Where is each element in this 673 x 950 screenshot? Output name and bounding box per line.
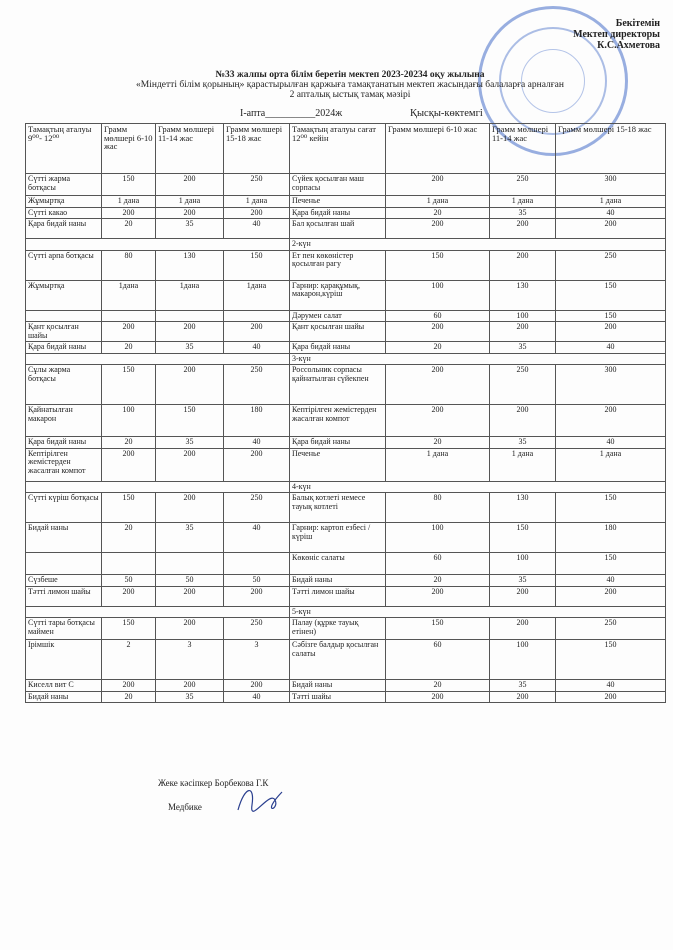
gram-cell: 130 — [490, 280, 556, 310]
morning-dish: Қара бидай наны — [26, 219, 102, 239]
gram-cell: 150 — [490, 523, 556, 553]
footer-entrepreneur: Жеке кәсіпкер Борбекова Г.К — [158, 778, 269, 788]
afternoon-dish: Қара бидай наны — [290, 342, 386, 354]
gram-cell: 200 — [386, 405, 490, 437]
morning-dish: Тәтті лимон шайы — [26, 586, 102, 606]
gram-cell: 40 — [556, 207, 666, 219]
gram-cell: 200 — [490, 322, 556, 342]
table-row — [26, 553, 666, 575]
day-label: 4-күн — [290, 481, 666, 493]
gram-cell: 200 — [386, 691, 490, 703]
document-header — [40, 70, 660, 100]
gram-cell: 35 — [156, 219, 224, 239]
day-row — [26, 239, 666, 251]
gram-cell: 250 — [490, 365, 556, 405]
gram-cell: 100 — [490, 553, 556, 575]
table-row — [26, 640, 666, 680]
gram-cell: 200 — [556, 405, 666, 437]
morning-dish: Сұлы жарма ботқасы — [26, 365, 102, 405]
gram-cell: 50 — [156, 575, 224, 587]
gram-cell: 35 — [156, 342, 224, 354]
morning-dish: Сүтті какао — [26, 207, 102, 219]
gram-cell: 20 — [386, 575, 490, 587]
afternoon-dish: Бал қосылған шай — [290, 219, 386, 239]
table-row — [26, 405, 666, 437]
afternoon-dish: Ет пен көкөністер қосылған рагу — [290, 250, 386, 280]
gram-cell: 35 — [490, 680, 556, 692]
gram-cell: 40 — [224, 219, 290, 239]
morning-dish: Сүтті арпа ботқасы — [26, 250, 102, 280]
gram-cell: 200 — [224, 322, 290, 342]
gram-cell: 150 — [386, 618, 490, 640]
morning-dish: Қара бидай наны — [26, 342, 102, 354]
gram-cell: 200 — [156, 680, 224, 692]
gram-cell: 200 — [156, 618, 224, 640]
gram-cell: 35 — [490, 575, 556, 587]
gram-cell: 130 — [490, 493, 556, 523]
gram-cell — [102, 310, 156, 322]
afternoon-dish: Тәтті шайы — [290, 691, 386, 703]
morning-dish: Сүзбеше — [26, 575, 102, 587]
afternoon-dish: Печенье — [290, 196, 386, 208]
gram-cell: 20 — [102, 219, 156, 239]
gram-cell: 200 — [102, 680, 156, 692]
afternoon-dish: Тәтті лимон шайы — [290, 586, 386, 606]
gram-cell: 200 — [224, 680, 290, 692]
gram-cell: 200 — [556, 219, 666, 239]
gram-cell: 40 — [556, 680, 666, 692]
gram-cell: 200 — [102, 322, 156, 342]
gram-cell: 200 — [156, 493, 224, 523]
gram-cell: 1 дана — [556, 196, 666, 208]
afternoon-dish: Көкөніс салаты — [290, 553, 386, 575]
gram-cell: 40 — [224, 691, 290, 703]
gram-cell: 80 — [102, 250, 156, 280]
table-row — [26, 174, 666, 196]
table-row — [26, 196, 666, 208]
afternoon-dish: Гарнир: картоп езбесі /күріш — [290, 523, 386, 553]
gram-cell: 200 — [102, 207, 156, 219]
gram-cell: 200 — [490, 405, 556, 437]
gram-cell: 150 — [102, 618, 156, 640]
gram-cell: 200 — [156, 586, 224, 606]
gram-cell: 200 — [156, 322, 224, 342]
approval-line-3: К.С.Ахметова — [597, 40, 660, 51]
gram-cell: 35 — [156, 691, 224, 703]
gram-cell: 200 — [102, 448, 156, 481]
table-header-row — [26, 124, 666, 174]
gram-cell: 20 — [386, 437, 490, 449]
day-row — [26, 606, 666, 618]
table-row — [26, 322, 666, 342]
season-label: Қысқы-көктемгі — [410, 108, 483, 119]
signature-mark — [230, 780, 290, 820]
title-line-1: №33 жалпы орта білім беретін мектеп 2023-20234 оқу жылына — [215, 70, 485, 80]
gram-cell: 200 — [386, 322, 490, 342]
gram-cell: 35 — [156, 437, 224, 449]
gram-cell: 100 — [386, 280, 490, 310]
column-header: Тамақтың аталуы сағат 12⁰⁰ кейін — [290, 124, 386, 174]
approval-line-1: Бекітемін — [615, 18, 660, 29]
gram-cell: 180 — [556, 523, 666, 553]
table-row — [26, 437, 666, 449]
gram-cell: 40 — [224, 437, 290, 449]
gram-cell: 300 — [556, 174, 666, 196]
approval-block — [520, 18, 660, 51]
gram-cell — [224, 310, 290, 322]
gram-cell: 40 — [224, 523, 290, 553]
gram-cell: 200 — [102, 586, 156, 606]
afternoon-dish: Палау (құрке тауық етінен) — [290, 618, 386, 640]
gram-cell: 130 — [156, 250, 224, 280]
gram-cell: 200 — [156, 448, 224, 481]
column-header: Грамм мөлшері 6-10 жас — [386, 124, 490, 174]
menu-table — [25, 123, 666, 703]
day-label: 5-күн — [290, 606, 666, 618]
afternoon-dish: Бидай наны — [290, 680, 386, 692]
gram-cell: 60 — [386, 553, 490, 575]
morning-dish: Кептірілген жемістерден жасалған компот — [26, 448, 102, 481]
gram-cell: 35 — [156, 523, 224, 553]
column-header: Грамм мөлшері 11-14 жас — [156, 124, 224, 174]
day-row — [26, 481, 666, 493]
gram-cell — [102, 553, 156, 575]
gram-cell: 200 — [386, 219, 490, 239]
gram-cell: 250 — [490, 174, 556, 196]
gram-cell: 1 дана — [102, 196, 156, 208]
gram-cell: 150 — [556, 640, 666, 680]
gram-cell: 300 — [556, 365, 666, 405]
gram-cell: 20 — [386, 680, 490, 692]
afternoon-dish: Сәбізге балдыр қосылған салаты — [290, 640, 386, 680]
column-header: Грамм мөлшері 11-14 жас — [490, 124, 556, 174]
gram-cell: 200 — [224, 448, 290, 481]
gram-cell: 40 — [556, 437, 666, 449]
day-spacer — [26, 239, 290, 251]
week-label: I-апта__________2024ж — [240, 108, 343, 119]
gram-cell: 180 — [224, 405, 290, 437]
gram-cell: 200 — [386, 365, 490, 405]
morning-dish: Ірімшік — [26, 640, 102, 680]
table-row — [26, 310, 666, 322]
gram-cell — [156, 553, 224, 575]
afternoon-dish: Балық котлеті немесе тауық котлеті — [290, 493, 386, 523]
column-header: Тамақтың аталуы 9⁰⁰- 12⁰⁰ — [26, 124, 102, 174]
morning-dish: Сүтті тары ботқасы маймен — [26, 618, 102, 640]
gram-cell: 150 — [556, 280, 666, 310]
day-row — [26, 353, 666, 365]
gram-cell: 1 дана — [386, 448, 490, 481]
gram-cell: 250 — [556, 618, 666, 640]
gram-cell — [156, 310, 224, 322]
afternoon-dish: Қара бидай наны — [290, 207, 386, 219]
morning-dish: Сүтті күріш ботқасы — [26, 493, 102, 523]
gram-cell: 100 — [490, 310, 556, 322]
afternoon-dish: Бидай наны — [290, 575, 386, 587]
gram-cell: 200 — [386, 586, 490, 606]
approval-line-2: Мектеп директоры — [573, 29, 660, 40]
gram-cell: 1дана — [224, 280, 290, 310]
morning-dish: Жұмыртқа — [26, 280, 102, 310]
table-row — [26, 618, 666, 640]
table-row — [26, 219, 666, 239]
day-label: 3-күн — [290, 353, 666, 365]
gram-cell: 150 — [102, 365, 156, 405]
gram-cell: 150 — [156, 405, 224, 437]
gram-cell: 1 дана — [490, 448, 556, 481]
table-row — [26, 207, 666, 219]
gram-cell: 250 — [556, 250, 666, 280]
afternoon-dish: Қара бидай наны — [290, 437, 386, 449]
gram-cell: 40 — [556, 342, 666, 354]
table-row — [26, 523, 666, 553]
table-row — [26, 691, 666, 703]
morning-dish: Бидай наны — [26, 691, 102, 703]
morning-dish — [26, 553, 102, 575]
day-spacer — [26, 481, 290, 493]
gram-cell: 250 — [224, 365, 290, 405]
afternoon-dish: Гарнир: қарақұмық, макарон,күріш — [290, 280, 386, 310]
gram-cell: 3 — [224, 640, 290, 680]
gram-cell: 200 — [490, 219, 556, 239]
table-row — [26, 448, 666, 481]
morning-dish: Сүтті жарма ботқасы — [26, 174, 102, 196]
gram-cell: 20 — [386, 207, 490, 219]
gram-cell — [224, 553, 290, 575]
gram-cell: 200 — [490, 586, 556, 606]
column-header: Грамм мөлшері 6-10 жас — [102, 124, 156, 174]
afternoon-dish: Сүйек қосылған маш сорпасы — [290, 174, 386, 196]
gram-cell: 20 — [102, 691, 156, 703]
gram-cell: 250 — [224, 618, 290, 640]
gram-cell: 200 — [156, 365, 224, 405]
gram-cell: 1дана — [102, 280, 156, 310]
gram-cell: 2 — [102, 640, 156, 680]
morning-dish: Қант қосылған шайы — [26, 322, 102, 342]
column-header: Грамм мөлшері 15-18 жас — [224, 124, 290, 174]
gram-cell: 200 — [490, 250, 556, 280]
day-label: 2-күн — [290, 239, 666, 251]
gram-cell: 200 — [156, 207, 224, 219]
table-row — [26, 342, 666, 354]
morning-dish: Қара бидай наны — [26, 437, 102, 449]
gram-cell: 1 дана — [156, 196, 224, 208]
afternoon-dish: Кептірілген жемістерден жасалған компот — [290, 405, 386, 437]
afternoon-dish: Қант қосылған шайы — [290, 322, 386, 342]
gram-cell: 35 — [490, 437, 556, 449]
gram-cell: 150 — [102, 174, 156, 196]
table-row — [26, 493, 666, 523]
table-row — [26, 680, 666, 692]
gram-cell: 150 — [102, 493, 156, 523]
footer-nurse: Медбике — [168, 802, 202, 812]
gram-cell: 100 — [490, 640, 556, 680]
gram-cell: 250 — [224, 493, 290, 523]
morning-dish: Киселл вит С — [26, 680, 102, 692]
gram-cell: 50 — [224, 575, 290, 587]
gram-cell: 35 — [490, 342, 556, 354]
table-row — [26, 586, 666, 606]
day-spacer — [26, 353, 290, 365]
morning-dish: Бидай наны — [26, 523, 102, 553]
gram-cell: 200 — [224, 207, 290, 219]
table-row — [26, 575, 666, 587]
title-line-2: «Міндетті білім қорының» қарастырылған қаржыға тамақтанатын мектеп жасындағы балаларға арналған — [136, 80, 564, 90]
gram-cell: 40 — [556, 575, 666, 587]
gram-cell: 1 дана — [556, 448, 666, 481]
column-header: Грамм мөлшері 15-18 жас — [556, 124, 666, 174]
title-line-3: 2 апталық ыстық тамақ мәзірі — [289, 90, 411, 100]
table-row — [26, 280, 666, 310]
gram-cell: 250 — [224, 174, 290, 196]
gram-cell: 1 дана — [490, 196, 556, 208]
gram-cell: 50 — [102, 575, 156, 587]
gram-cell: 60 — [386, 640, 490, 680]
gram-cell: 100 — [102, 405, 156, 437]
gram-cell: 20 — [102, 342, 156, 354]
afternoon-dish: Печенье — [290, 448, 386, 481]
gram-cell: 20 — [102, 437, 156, 449]
gram-cell: 100 — [386, 523, 490, 553]
gram-cell: 150 — [556, 493, 666, 523]
table-row — [26, 250, 666, 280]
gram-cell: 150 — [386, 250, 490, 280]
gram-cell: 200 — [556, 586, 666, 606]
gram-cell: 150 — [556, 310, 666, 322]
afternoon-dish: Россольник сорпасы қайнатылған сүйекпен — [290, 365, 386, 405]
gram-cell: 200 — [556, 322, 666, 342]
gram-cell: 200 — [490, 618, 556, 640]
gram-cell: 80 — [386, 493, 490, 523]
gram-cell: 150 — [556, 553, 666, 575]
menu-table-body — [26, 174, 666, 703]
gram-cell: 60 — [386, 310, 490, 322]
gram-cell: 150 — [224, 250, 290, 280]
table-row — [26, 365, 666, 405]
gram-cell: 40 — [224, 342, 290, 354]
morning-dish: Қайнатылған макарон — [26, 405, 102, 437]
gram-cell: 20 — [386, 342, 490, 354]
day-spacer — [26, 606, 290, 618]
gram-cell: 200 — [224, 586, 290, 606]
morning-dish — [26, 310, 102, 322]
gram-cell: 1 дана — [386, 196, 490, 208]
morning-dish: Жұмыртқа — [26, 196, 102, 208]
gram-cell: 200 — [556, 691, 666, 703]
afternoon-dish: Дәрумен салат — [290, 310, 386, 322]
gram-cell: 200 — [156, 174, 224, 196]
gram-cell: 35 — [490, 207, 556, 219]
gram-cell: 200 — [490, 691, 556, 703]
gram-cell: 20 — [102, 523, 156, 553]
gram-cell: 1дана — [156, 280, 224, 310]
gram-cell: 200 — [386, 174, 490, 196]
gram-cell: 3 — [156, 640, 224, 680]
gram-cell: 1 дана — [224, 196, 290, 208]
